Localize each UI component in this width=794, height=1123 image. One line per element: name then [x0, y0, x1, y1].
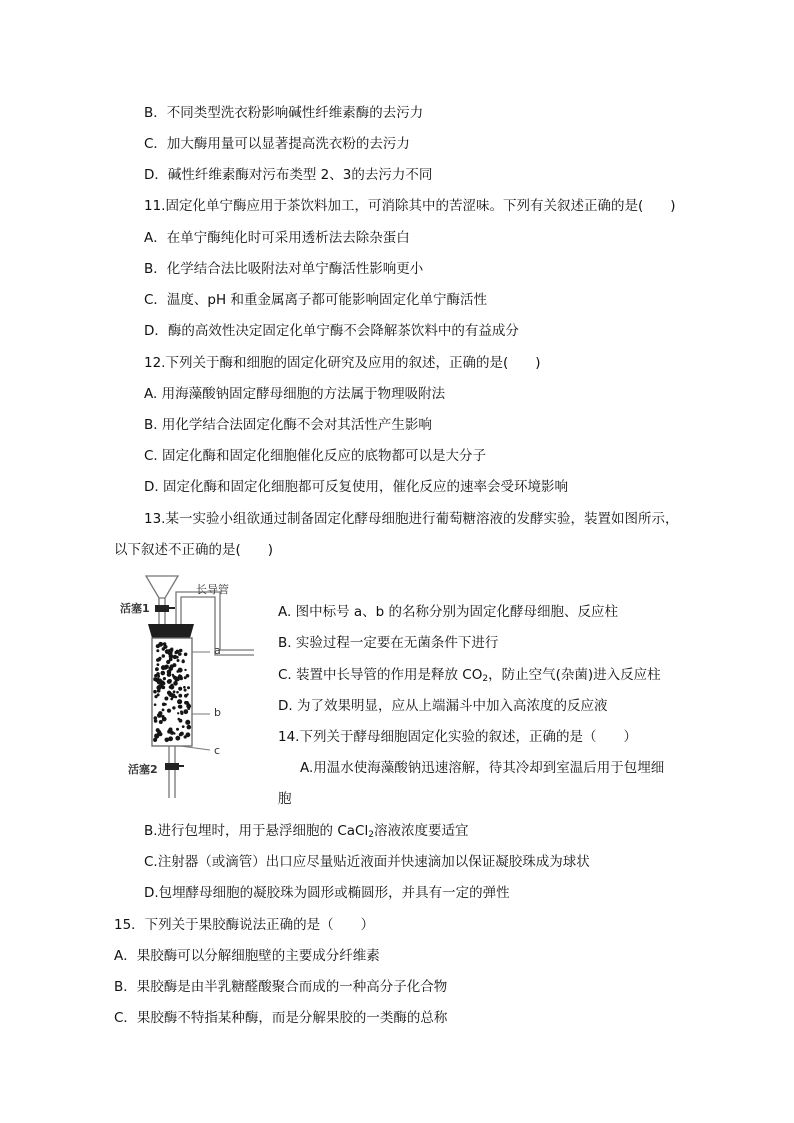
q14-option-b: B.进行包埋时，用于悬浮细胞的 CaCl$_2$溶液浓度要适宜 [144, 823, 469, 840]
bead [177, 712, 179, 714]
bead [156, 686, 159, 689]
valve1-label: 活塞1 [120, 602, 150, 615]
bead [157, 713, 162, 718]
bead [187, 725, 192, 730]
q10-option-b: B．不同类型洗衣粉影响碱性纤维素酶的去污力 [144, 105, 424, 121]
bead [167, 672, 172, 677]
bead [161, 672, 164, 675]
valve2-shape [165, 763, 179, 770]
q13-option-b: B. 实验过程一定要在无菌条件下进行 [278, 635, 499, 651]
bead [159, 720, 163, 724]
bead [186, 701, 189, 704]
bead [186, 693, 188, 695]
bead [174, 651, 178, 655]
q10-option-c: C．加大酶用量可以显著提高洗衣粉的去污力 [144, 136, 410, 152]
bead [187, 707, 190, 710]
bead [157, 677, 160, 680]
bead [162, 703, 166, 707]
bead [163, 677, 166, 680]
bead [185, 720, 190, 725]
q13-stem-line1: 13.某一实验小组欲通过制备固定化酵母细胞进行葡萄糖溶液的发酵实验，装置如图所示， [144, 511, 679, 527]
bead [184, 735, 187, 738]
bead [158, 657, 161, 660]
bead [169, 657, 173, 661]
label-a: a [214, 644, 221, 657]
bead [154, 703, 157, 706]
bead [178, 674, 180, 676]
long-tube-label: 长导管 [196, 583, 229, 596]
bead [169, 666, 174, 671]
q11-option-a: A．在单宁酶纯化时可采用透析法去除杂蛋白 [144, 230, 410, 246]
q14-stem: 14.下列关于酵母细胞固定化实验的叙述，正确的是（ ） [278, 729, 637, 745]
bead [182, 660, 185, 663]
bead [184, 653, 188, 657]
bead [176, 728, 179, 731]
q15-option-a: A．果胶酶可以分解细胞壁的主要成分纤维素 [114, 948, 380, 964]
bead [158, 732, 162, 736]
q11-stem: 11.固定化单宁酶应用于茶饮料加工，可消除其中的苦涩味。下列有关叙述正确的是( ) [144, 198, 676, 214]
bead [180, 710, 183, 713]
bead [178, 668, 183, 673]
q14-option-d: D.包埋酵母细胞的凝胶珠为圆形或椭圆形，并具有一定的弹性 [144, 885, 510, 901]
q12-option-d: D. 固定化酶和固定化细胞都可反复使用，催化反应的速率会受环境影响 [144, 479, 568, 495]
bead [184, 689, 187, 692]
apparatus-figure [118, 572, 258, 802]
q12-option-a: A. 用海藻酸钠固定酵母细胞的方法属于物理吸附法 [144, 386, 446, 402]
bead [153, 690, 157, 694]
bead [176, 691, 179, 694]
q11-option-c: C．温度、pH 和重金属离子都可能影响固定化单宁酶活性 [144, 292, 487, 308]
bead [162, 647, 165, 650]
bead [177, 699, 182, 704]
bead [184, 669, 186, 671]
label-c: c [214, 744, 221, 757]
bead [157, 663, 160, 666]
q12-option-b: B. 用化学结合法固定化酶不会对其活性产生影响 [144, 417, 432, 433]
bead [183, 709, 188, 714]
bead [167, 730, 171, 734]
bead [168, 692, 173, 697]
bead [158, 675, 161, 678]
bead [167, 679, 172, 684]
bead [170, 685, 174, 689]
bead [187, 686, 190, 689]
bead [184, 676, 187, 679]
bead [167, 709, 171, 713]
q11-option-d: D．酶的高效性决定固定化单宁酶不会降解茶饮料中的有益成分 [144, 323, 519, 339]
bead [173, 655, 177, 659]
bead [153, 738, 157, 742]
bead [154, 719, 158, 723]
bead [175, 736, 180, 741]
stopper-shape [148, 624, 194, 638]
bead [162, 654, 165, 657]
bead [163, 642, 167, 646]
bead [157, 689, 161, 693]
bead [178, 705, 181, 708]
bead [156, 649, 159, 652]
q13-option-c: C. 装置中长导管的作用是释放 $CO_2$，防止空气(杂菌)进入反应柱 [278, 667, 661, 684]
q13-stem-line2: 以下叙述不正确的是( ) [114, 542, 274, 558]
bead [169, 728, 172, 731]
bead [161, 715, 164, 718]
bead [161, 665, 166, 670]
bead [162, 709, 165, 712]
valve1-shape [155, 605, 169, 612]
q12-stem: 12.下列关于酶和细胞的固定化研究及应用的叙述，正确的是( ) [144, 355, 541, 371]
bead [178, 694, 182, 698]
bead [182, 725, 185, 728]
bead [173, 690, 176, 693]
bead [173, 676, 177, 680]
valve2-label: 活塞2 [128, 763, 158, 776]
q15-option-b: B．果胶酶是由半乳糖醛酸聚合而成的一种高分子化合物 [114, 979, 448, 995]
q13-option-d: D. 为了效果明显，应从上端漏斗中加入高浓度的反应液 [278, 698, 608, 714]
funnel-shape [146, 576, 178, 598]
q15-option-c: C．果胶酶不特指某种酶，而是分解果胶的一类酶的总称 [114, 1010, 448, 1026]
bead [183, 686, 186, 689]
bead [155, 667, 159, 671]
bead [165, 738, 170, 743]
label-b: b [214, 706, 221, 719]
q13-option-a: A. 图中标号 a、b 的名称分别为固定化酵母细胞、反应柱 [278, 604, 619, 620]
bead [164, 697, 168, 701]
q14-option-c: C.注射器（或滴管）出口应尽量贴近液面并快速滴加以保证凝胶珠成为球状 [144, 854, 590, 870]
bead [178, 687, 182, 691]
bead [172, 706, 175, 709]
q14-option-a-line2: 胞 [278, 791, 292, 807]
bead [158, 642, 163, 647]
bead [173, 732, 175, 734]
bead [157, 693, 160, 696]
bead [178, 652, 182, 656]
bead [167, 649, 172, 654]
q15-stem: 15．下列关于果胶酶说法正确的是（ ） [114, 917, 375, 933]
q10-option-d: D．碱性纤维素酶对污布类型 2、3的去污力不同 [144, 167, 433, 183]
q11-option-b: B．化学结合法比吸附法对单宁酶活性影响更小 [144, 261, 424, 277]
bead [179, 649, 183, 653]
bead [172, 663, 176, 667]
bead [165, 645, 168, 648]
q12-option-c: C. 固定化酶和固定化细胞催化反应的底物都可以是大分子 [144, 448, 487, 464]
bead [177, 659, 180, 662]
q14-option-a-line1: A.用温水使海藻酸钠迅速溶解，待其冷却到室温后用于包埋细 [300, 760, 665, 776]
bead [172, 674, 174, 676]
bead [179, 733, 183, 737]
bead [178, 718, 181, 721]
